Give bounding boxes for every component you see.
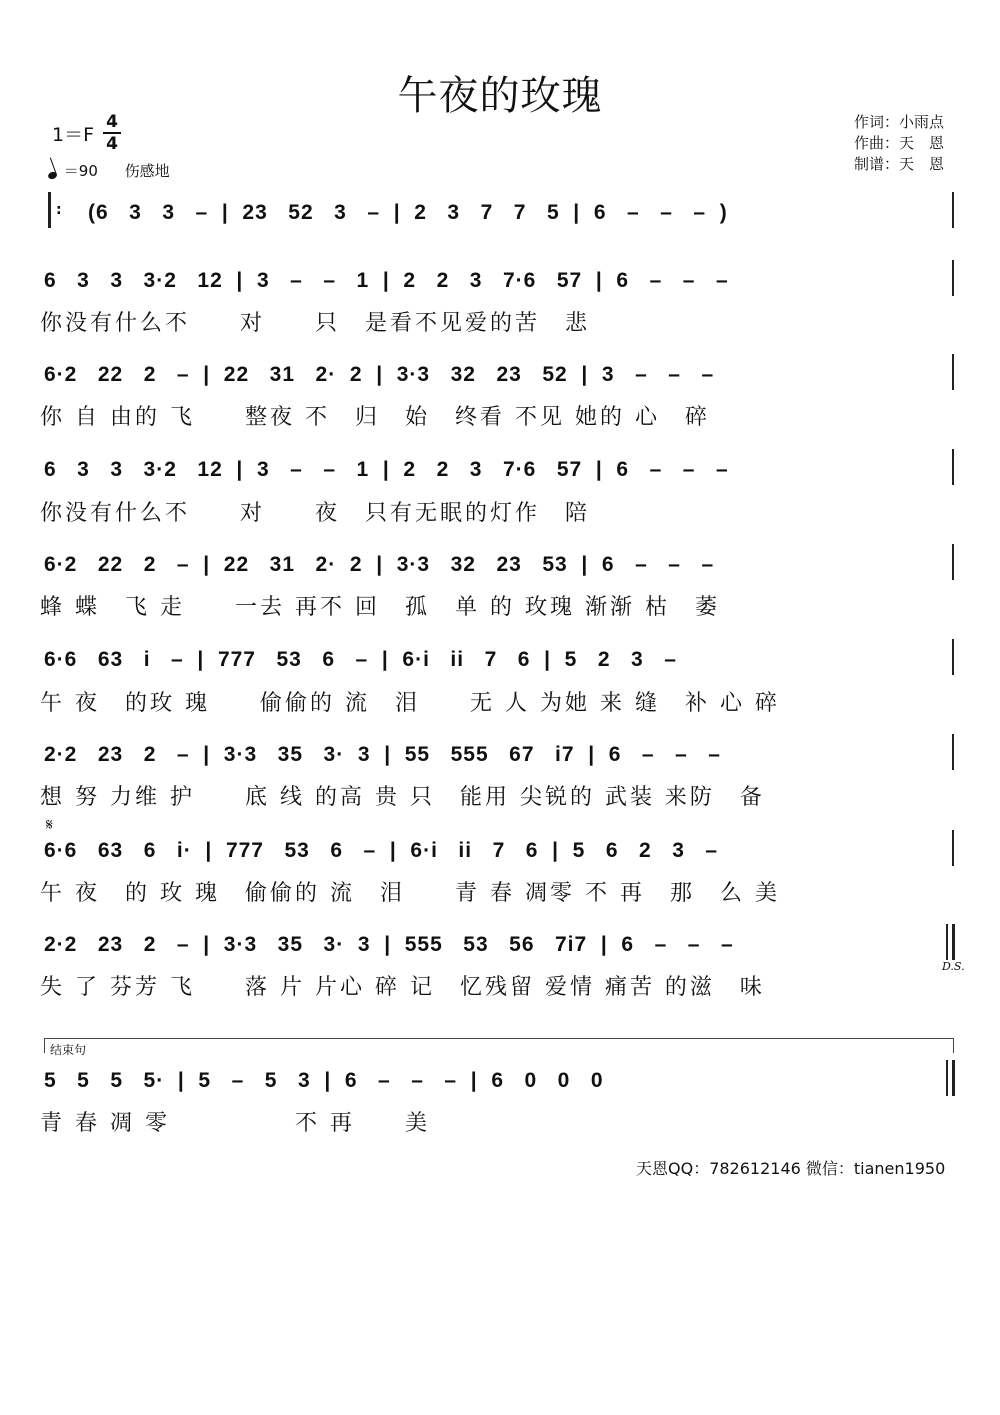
notes-line: 6 3 3 3·2 12 | 3 – – 1 | 2 2 3 7·6 57 | 6 – – – bbox=[44, 269, 729, 292]
ending-bracket bbox=[44, 1038, 954, 1053]
score-system bbox=[40, 455, 958, 485]
tempo-value: ＝90 bbox=[63, 162, 98, 180]
barline bbox=[952, 830, 954, 866]
barline bbox=[952, 734, 954, 770]
repeat-start-barline bbox=[48, 192, 51, 228]
barline bbox=[952, 260, 954, 296]
final-barline bbox=[946, 1060, 948, 1096]
score-system bbox=[40, 930, 958, 960]
tempo-marking bbox=[48, 160, 170, 181]
score-system bbox=[40, 740, 958, 770]
lyricist: 作词：小雨点 bbox=[854, 113, 945, 131]
notes-line: 2·2 23 2 – | 3·3 35 3· 3 | 555 53 56 7i7 | 6 – – – bbox=[44, 933, 734, 956]
transcriber: 制谱：天 恩 bbox=[854, 155, 945, 173]
time-signature bbox=[101, 112, 123, 154]
mood-marking: 伤感地 bbox=[124, 162, 170, 180]
quarter-note-icon bbox=[47, 171, 58, 181]
credits bbox=[854, 112, 944, 175]
ending-label: 结束句 bbox=[50, 1043, 87, 1057]
lyrics-line: 蜂 蝶 飞 走 一去 再不 回 孤 单 的 玫瑰 渐渐 枯 萎 bbox=[40, 595, 720, 620]
score-system bbox=[40, 645, 958, 675]
key-signature: 1＝F bbox=[52, 124, 95, 146]
lyrics-line: 你没有什么不 对 夜 只有无眠的灯作 陪 bbox=[40, 501, 591, 526]
repeat-end-barline-thick bbox=[952, 924, 955, 960]
lyrics-line: 想 努 力维 护 底 线 的高 贵 只 能用 尖锐的 武装 来防 备 bbox=[40, 785, 765, 810]
lyrics-line: 青 春 凋 零 不 再 美 bbox=[40, 1111, 430, 1136]
score-system bbox=[40, 836, 958, 866]
composer: 作曲：天 恩 bbox=[854, 134, 945, 152]
notes-line: 6·2 22 2 – | 22 31 2· 2 | 3·3 32 23 52 | 3 – – – bbox=[44, 363, 715, 386]
score-system-intro bbox=[40, 198, 958, 228]
notes-line: 6·2 22 2 – | 22 31 2· 2 | 3·3 32 23 53 | 6 – – – bbox=[44, 553, 715, 576]
ds-marking: D.S. bbox=[942, 960, 965, 973]
notes-line: 6·6 63 i – | 777 53 6 – | 6·i ii 7 6 | 5 2 3 – bbox=[44, 648, 677, 671]
lyrics-line: 午 夜 的 玫 瑰 偷偷的 流 泪 青 春 凋零 不 再 那 么 美 bbox=[40, 881, 780, 906]
final-barline-thick bbox=[952, 1060, 955, 1096]
barline bbox=[952, 192, 954, 228]
repeat-end-barline bbox=[946, 924, 948, 960]
barline bbox=[952, 354, 954, 390]
lyrics-line: 你 自 由的 飞 整夜 不 归 始 终看 不见 她的 心 碎 bbox=[40, 405, 710, 430]
notes-line: (6 3 3 – | 23 52 3 – | 2 3 7 7 5 | 6 – – – ) bbox=[88, 201, 728, 224]
barline bbox=[952, 449, 954, 485]
score-system bbox=[40, 550, 958, 580]
time-signature-top: 4 bbox=[106, 112, 118, 132]
lyrics-line: 失 了 芬芳 飞 落 片 片心 碎 记 忆残留 爱情 痛苦 的滋 味 bbox=[40, 975, 765, 1000]
score-system-ending bbox=[40, 1066, 958, 1096]
segno-sign: 𝄋 bbox=[46, 815, 53, 834]
repeat-dots: : bbox=[56, 202, 62, 218]
lyrics-line: 你没有什么不 对 只 是看不见爱的苦 悲 bbox=[40, 311, 591, 336]
barline bbox=[952, 544, 954, 580]
notes-line: 6·6 63 6 i· | 777 53 6 – | 6·i ii 7 6 | 5 6 2 3 – bbox=[44, 839, 719, 862]
song-title: 午夜的玫瑰 bbox=[397, 73, 603, 119]
footer-contact: 天恩QQ：782612146 微信：tianen1950 bbox=[636, 1159, 946, 1178]
lyrics-line: 午 夜 的玫 瑰 偷偷的 流 泪 无 人 为她 来 缝 补 心 碎 bbox=[40, 691, 780, 716]
notes-line: 5 5 5 5· | 5 – 5 3 | 6 – – – | 6 0 0 0 bbox=[44, 1069, 604, 1092]
notes-line: 6 3 3 3·2 12 | 3 – – 1 | 2 2 3 7·6 57 | 6 – – – bbox=[44, 458, 729, 481]
time-signature-bottom: 4 bbox=[106, 134, 118, 154]
barline bbox=[952, 639, 954, 675]
notes-line: 2·2 23 2 – | 3·3 35 3· 3 | 55 555 67 i7 | 6 – – – bbox=[44, 743, 721, 766]
score-system bbox=[40, 360, 958, 390]
score-system bbox=[40, 266, 958, 296]
